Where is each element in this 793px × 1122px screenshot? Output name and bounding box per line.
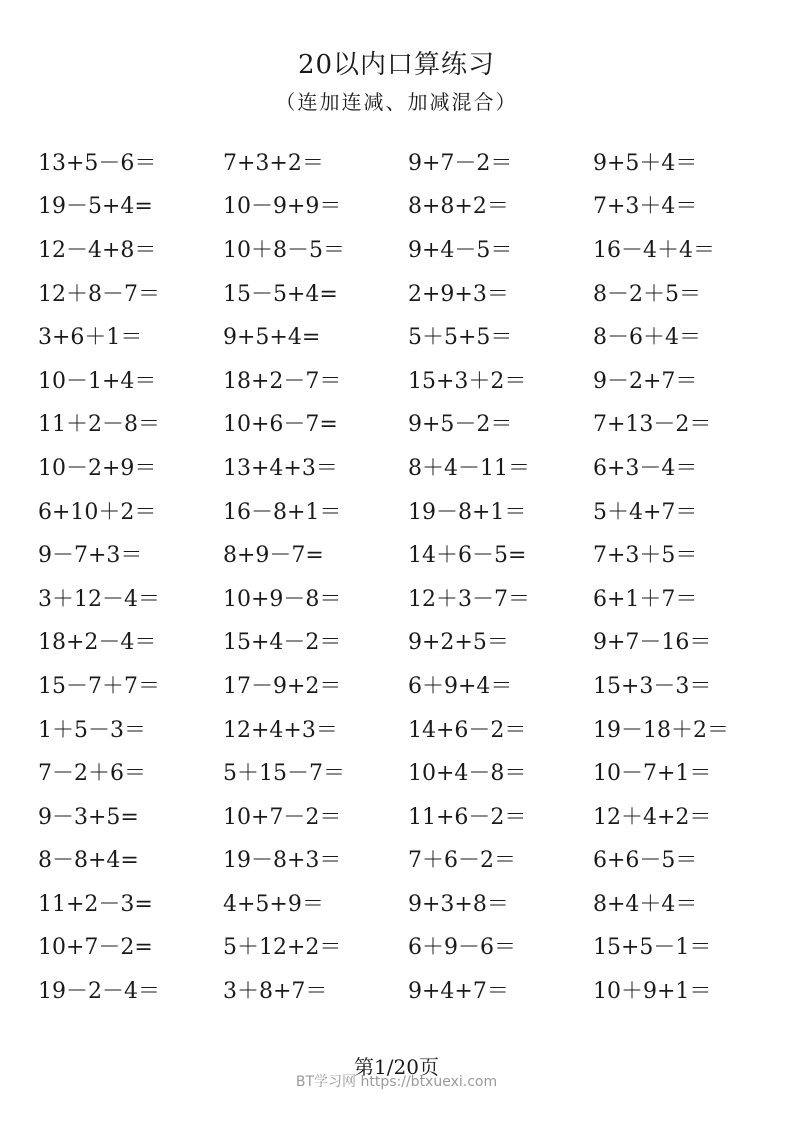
exercise-item: 8－6＋4＝ bbox=[593, 325, 701, 351]
exercise-item: 10＋9+1＝ bbox=[593, 979, 712, 1005]
exercise-item: 10－7+1＝ bbox=[593, 761, 712, 787]
exercise-item: 11＋2－8＝ bbox=[38, 412, 160, 438]
exercise-item: 10+4－8＝ bbox=[408, 761, 527, 787]
exercise-item: 8+4＋4＝ bbox=[593, 891, 698, 917]
exercise-item: 10+9－8＝ bbox=[223, 586, 342, 612]
exercise-row bbox=[38, 142, 778, 186]
exercise-item: 7＋6－2＝ bbox=[408, 848, 516, 874]
exercise-item: 15+5－1＝ bbox=[593, 935, 712, 961]
exercise-item: 6+1＋7＝ bbox=[593, 586, 698, 612]
exercise-item: 6+10＋2＝ bbox=[38, 499, 157, 525]
exercise-item: 5＋4+7＝ bbox=[593, 499, 698, 525]
exercise-item: 12＋8－7＝ bbox=[38, 281, 160, 307]
exercise-row bbox=[38, 970, 778, 1014]
exercise-grid bbox=[38, 142, 778, 1014]
exercise-row bbox=[38, 796, 778, 840]
exercise-row bbox=[38, 273, 778, 317]
exercise-item: 9+5＋4＝ bbox=[593, 150, 698, 176]
exercise-item: 19－8+1＝ bbox=[408, 499, 527, 525]
exercise-item: 7+3＋5＝ bbox=[593, 543, 698, 569]
exercise-item: 9+3+8＝ bbox=[408, 891, 509, 917]
exercise-item: 12＋3－7＝ bbox=[408, 586, 530, 612]
exercise-item: 18+2－7＝ bbox=[223, 368, 342, 394]
exercise-row bbox=[38, 622, 778, 666]
exercise-item: 17－9+2＝ bbox=[223, 673, 342, 699]
exercise-item: 16－4＋4＝ bbox=[593, 237, 715, 263]
exercise-item: 15+3＋2＝ bbox=[408, 368, 527, 394]
exercise-item: 8－8+4= bbox=[38, 848, 139, 874]
exercise-item: 9－2+7＝ bbox=[593, 368, 698, 394]
exercise-row bbox=[38, 709, 778, 753]
exercise-item: 5＋5+5＝ bbox=[408, 325, 513, 351]
exercise-item: 2+9+3＝ bbox=[408, 281, 509, 307]
exercise-item: 12+4+3＝ bbox=[223, 717, 338, 743]
exercise-row bbox=[38, 316, 778, 360]
exercise-item: 10+7－2＝ bbox=[223, 804, 342, 830]
exercise-item: 16－8+1＝ bbox=[223, 499, 342, 525]
exercise-item: 5＋12+2＝ bbox=[223, 935, 342, 961]
exercise-item: 6+6－5＝ bbox=[593, 848, 698, 874]
exercise-row bbox=[38, 883, 778, 927]
exercise-item: 19－8+3＝ bbox=[223, 848, 342, 874]
exercise-item: 8+8+2＝ bbox=[408, 194, 509, 220]
page-subtitle: （连加连减、加减混合） bbox=[275, 90, 518, 114]
exercise-item: 15+3－3＝ bbox=[593, 673, 712, 699]
exercise-row bbox=[38, 665, 778, 709]
exercise-item: 11+2－3= bbox=[38, 891, 153, 917]
exercise-item: 9+5+4= bbox=[223, 325, 321, 351]
exercise-item: 5＋15－7＝ bbox=[223, 761, 345, 787]
exercise-row bbox=[38, 927, 778, 971]
exercise-item: 3＋12－4＝ bbox=[38, 586, 160, 612]
exercise-item: 19－18＋2＝ bbox=[593, 717, 729, 743]
exercise-item: 7+3+2＝ bbox=[223, 150, 324, 176]
exercise-item: 10－9+9＝ bbox=[223, 194, 342, 220]
exercise-item: 8+9－7= bbox=[223, 543, 324, 569]
exercise-item: 9+2+5＝ bbox=[408, 630, 509, 656]
exercise-item: 19－2－4＝ bbox=[38, 979, 160, 1005]
exercise-item: 6+3－4＝ bbox=[593, 455, 698, 481]
exercise-item: 13+5－6＝ bbox=[38, 150, 157, 176]
exercise-row bbox=[38, 186, 778, 230]
exercise-row bbox=[38, 752, 778, 796]
exercise-row bbox=[38, 229, 778, 273]
exercise-item: 15－7＋7＝ bbox=[38, 673, 160, 699]
exercise-item: 6＋9－6＝ bbox=[408, 935, 516, 961]
exercise-item: 3+6＋1＝ bbox=[38, 325, 143, 351]
watermark: BT学习网 https://btxuexi.com bbox=[295, 1074, 498, 1090]
exercise-item: 4+5+9＝ bbox=[223, 891, 324, 917]
exercise-item: 9+7－2＝ bbox=[408, 150, 513, 176]
exercise-item: 7+3＋4＝ bbox=[593, 194, 698, 220]
exercise-item: 10－1+4＝ bbox=[38, 368, 157, 394]
exercise-item: 9+4+7＝ bbox=[408, 979, 509, 1005]
exercise-item: 12－4+8＝ bbox=[38, 237, 157, 263]
exercise-item: 12＋4+2＝ bbox=[593, 804, 712, 830]
exercise-item: 19－5+4= bbox=[38, 194, 153, 220]
exercise-item: 14+6－2＝ bbox=[408, 717, 527, 743]
exercise-row bbox=[38, 491, 778, 535]
exercise-row bbox=[38, 447, 778, 491]
exercise-row bbox=[38, 578, 778, 622]
exercise-item: 8－2＋5＝ bbox=[593, 281, 701, 307]
exercise-item: 15+4－2＝ bbox=[223, 630, 342, 656]
exercise-item: 6＋9+4＝ bbox=[408, 673, 513, 699]
exercise-item: 10+7－2= bbox=[38, 935, 153, 961]
exercise-item: 14＋6－5= bbox=[408, 543, 527, 569]
exercise-item: 18+2－4＝ bbox=[38, 630, 157, 656]
exercise-item: 9－7+3＝ bbox=[38, 543, 143, 569]
exercise-item: 3＋8+7＝ bbox=[223, 979, 328, 1005]
exercise-item: 9－3+5= bbox=[38, 804, 139, 830]
exercise-row bbox=[38, 404, 778, 448]
exercise-item: 11+6－2＝ bbox=[408, 804, 527, 830]
exercise-item: 10＋8－5＝ bbox=[223, 237, 345, 263]
exercise-item: 9+4－5＝ bbox=[408, 237, 513, 263]
exercise-item: 10－2+9＝ bbox=[38, 455, 157, 481]
exercise-item: 15－5+4= bbox=[223, 281, 338, 307]
exercise-item: 9+7－16＝ bbox=[593, 630, 712, 656]
exercise-row bbox=[38, 360, 778, 404]
page-number: 第1/20页 bbox=[354, 1055, 439, 1079]
exercise-item: 10+6－7= bbox=[223, 412, 338, 438]
exercise-item: 8＋4－11＝ bbox=[408, 455, 530, 481]
exercise-item: 9+5－2＝ bbox=[408, 412, 513, 438]
page-title: 20以内口算练习 bbox=[297, 50, 496, 80]
exercise-item: 7+13－2＝ bbox=[593, 412, 712, 438]
exercise-item: 7－2＋6＝ bbox=[38, 761, 146, 787]
exercise-item: 13+4+3＝ bbox=[223, 455, 338, 481]
exercise-item: 1＋5－3＝ bbox=[38, 717, 146, 743]
exercise-row bbox=[38, 534, 778, 578]
exercise-row bbox=[38, 840, 778, 884]
